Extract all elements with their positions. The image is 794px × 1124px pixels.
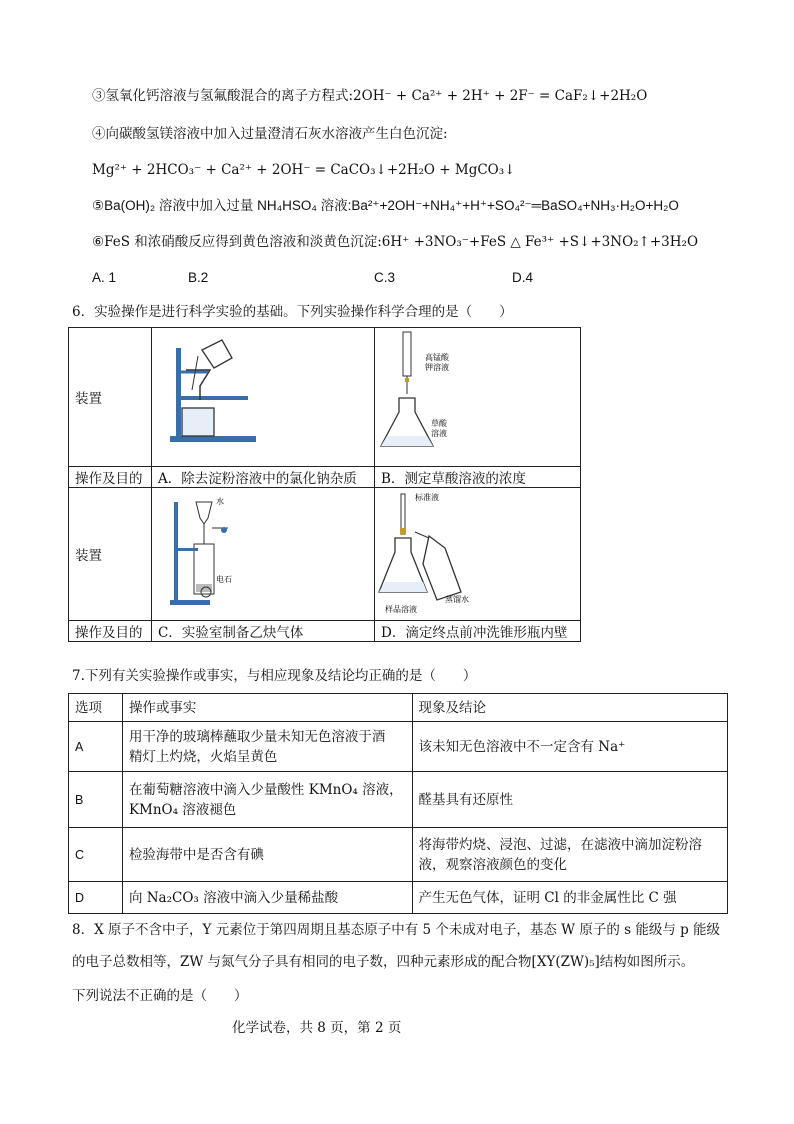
table-row	[69, 882, 728, 914]
table-row	[69, 772, 728, 828]
label-carbide: 电石	[216, 575, 232, 584]
option-d: D.4	[512, 270, 534, 285]
row-option: C	[69, 828, 123, 882]
label-distilled: 蒸馏水	[445, 595, 469, 604]
option-c-text: C．实验室制备乙炔气体	[152, 621, 375, 642]
row-operation-line2: 精灯上灼烧，火焰呈黄色	[128, 748, 278, 765]
label-kmno4-2: 钾溶液	[425, 363, 449, 372]
q6-stem: 6．实验操作是进行科学实验的基础。下列实验操作科学合理的是（ ）	[72, 304, 513, 320]
row-operation-line1: 用干净的玻璃棒蘸取少量未知无色溶液于酒	[128, 728, 386, 745]
equation-4-formula: Mg²⁺ + 2HCO₃⁻ + Ca²⁺ + 2OH⁻ = CaCO₃↓+2H₂O + MgCO₃↓	[92, 162, 516, 178]
header-option: 选项	[69, 694, 123, 722]
row-result: 醛基具有还原性	[412, 772, 728, 828]
header-result: 现象及结论	[412, 694, 728, 722]
table-row	[69, 828, 728, 882]
device-label-2: 装置	[69, 488, 152, 621]
option-a-text: A．除去淀粉溶液中的氯化钠杂质	[152, 467, 375, 488]
apparatus-a-figure	[152, 328, 375, 467]
label-oxalic-2: 溶液	[431, 429, 447, 438]
apparatus-d-figure	[375, 488, 581, 621]
row-option: B	[69, 772, 123, 828]
equation-3: ③氢氧化钙溶液与氢氟酸混合的离子方程式:2OH⁻ + Ca²⁺ + 2H⁺ + 2F⁻ = CaF₂↓+2H₂O	[92, 88, 648, 104]
label-water: 水	[216, 497, 224, 506]
header-operation: 操作或事实	[122, 694, 412, 722]
option-c: C.3	[374, 270, 396, 285]
q7-table	[68, 693, 728, 914]
q7-stem: 7.下列有关实验操作或事实，与相应现象及结论均正确的是（ ）	[72, 668, 477, 684]
equation-6: ⑥FeS 和浓硝酸反应得到黄色溶液和淡黄色沉淀:6H⁺ +3NO₃⁻+FeS △ Fe³⁺ +S↓+3NO₂↑+3H₂O	[92, 234, 699, 250]
label-oxalic: 草酸	[431, 419, 447, 428]
q8-line2: 的电子总数相等，ZW 与氮气分子具有相同的电子数，四种元素形成的配合物[XY(ZW)₅]结构如图所示。	[72, 954, 695, 970]
row-operation-line2: KMnO₄ 溶液褪色	[128, 801, 237, 818]
row-option: D	[69, 882, 123, 914]
label-kmno4: 高锰酸	[425, 353, 449, 362]
option-b: B.2	[188, 270, 209, 285]
page-footer: 化学试卷，共 8 页，第 2 页	[232, 1020, 402, 1036]
device-label-1: 装置	[69, 328, 152, 467]
table-row	[69, 722, 728, 772]
equation-5: ⑤Ba(OH)₂ 溶液中加入过量 NH₄HSO₄ 溶液:Ba²⁺+2OH⁻+NH₄⁺+H⁺+SO₄²⁻═BaSO₄+NH₃·H₂O+H₂O	[92, 198, 679, 213]
row-result	[412, 828, 728, 882]
row-result-line2: 液，观察溶液颜色的变化	[418, 856, 567, 873]
q8-line1: 8．X 原子不含中子，Y 元素位于第四周期且基态原子中有 5 个未成对电子，基态 W 原子的 s 能级与 p 能级	[72, 922, 721, 938]
row-result: 产生无色气体，证明 Cl 的非金属性比 C 强	[412, 882, 728, 914]
label-standard: 标准液	[415, 493, 439, 502]
purpose-label-2: 操作及目的	[69, 621, 152, 642]
apparatus-c-figure	[152, 488, 375, 621]
q6-table	[68, 327, 581, 642]
equation-4-text: ④向碳酸氢镁溶液中加入过量澄清石灰水溶液产生白色沉淀:	[92, 126, 448, 142]
purpose-label-1: 操作及目的	[69, 467, 152, 488]
row-operation-line1: 在葡萄糖溶液中滴入少量酸性 KMnO₄ 溶液，	[128, 781, 403, 798]
q8-line3: 下列说法不正确的是（ ）	[72, 988, 248, 1004]
row-result: 该未知无色溶液中不一定含有 Na⁺	[412, 722, 728, 772]
label-sample: 样品溶液	[385, 605, 417, 614]
row-operation: 向 Na₂CO₃ 溶液中滴入少量稀盐酸	[122, 882, 412, 914]
row-operation	[122, 772, 412, 828]
option-a: A. 1	[92, 270, 117, 285]
row-operation	[122, 722, 412, 772]
row-result-line1: 将海带灼烧、浸泡、过滤，在滤液中滴加淀粉溶	[418, 836, 702, 853]
option-d-text: D．滴定终点前冲洗锥形瓶内壁	[375, 621, 581, 642]
option-b-text: B．测定草酸溶液的浓度	[375, 467, 581, 488]
apparatus-b-figure	[375, 328, 581, 467]
row-option: A	[69, 722, 123, 772]
row-operation: 检验海带中是否含有碘	[122, 828, 412, 882]
